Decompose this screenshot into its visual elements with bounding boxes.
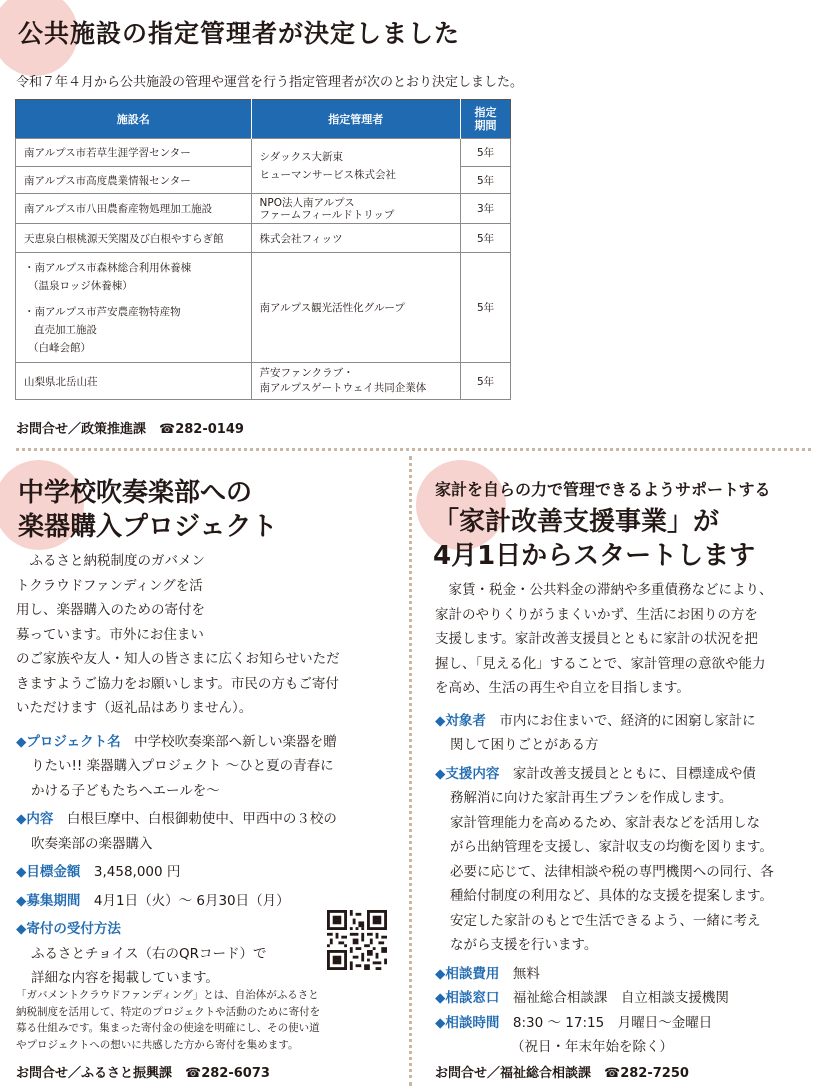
table-header <box>16 100 511 139</box>
header-manager: 指定管理者 <box>251 100 461 139</box>
fee-label: ◆相談費用 <box>435 965 500 982</box>
table-row <box>16 363 511 400</box>
divider-vertical <box>409 456 412 1086</box>
manager-cell: 株式会社フィッツ <box>251 224 461 253</box>
term-cell: 5年 <box>461 363 511 400</box>
term-cell: 5年 <box>461 253 511 363</box>
facility-cell: ・南アルプス市森林総合利用休養棟 （温泉ロッジ休養棟） ・南アルプス市芦安農産物特産物 直売加工施設 （白峰会館） <box>16 253 252 363</box>
header-facility: 施設名 <box>16 100 252 139</box>
term-cell: 3年 <box>461 194 511 224</box>
window-label: ◆相談窓口 <box>435 990 500 1006</box>
project-label: ◆プロジェクト名 <box>16 733 121 750</box>
content-label: ◆内容 <box>16 811 54 827</box>
manager-cell: 芦安ファンクラブ・ 南アルプスゲートウェイ共同企業体 <box>251 363 461 400</box>
table-row <box>16 253 511 363</box>
facility-cell: 南アルプス市高度農業情報センター <box>16 167 252 194</box>
facility-cell: 山梨県北岳山荘 <box>16 363 252 400</box>
left-title: 中学校吹奏楽部への 楽器購入プロジェクト <box>18 478 278 542</box>
hours-label: ◆相談時間 <box>435 1014 500 1031</box>
facility-cell: 南アルプス市八田農畜産物処理加工施設 <box>16 194 252 224</box>
term-cell: 5年 <box>461 139 511 167</box>
manager-table <box>15 99 511 400</box>
goal-label: ◆目標金額 <box>16 864 81 880</box>
table-row <box>16 139 511 167</box>
gcf-note: 「ガバメントクラウドファンディング」とは、自治体がふるさと 納税制度を活用して、特定のプロジェクトや活動のために寄付を 募る仕組みです。集まった寄付金の使途を明確にし、その使い道 やプロジェクトへの想いに共感した方から寄付を集めます。 <box>16 989 321 1051</box>
inquiry-policy: お問合せ／政策推進課 ☎282-0149 <box>16 422 244 437</box>
divider-horizontal <box>16 448 811 451</box>
inquiry-furusato: お問合せ／ふるさと振興課 ☎282-6073 <box>16 1066 270 1081</box>
lead-text: 令和７年４月から公共施設の管理や運営を行う指定管理者が次のとおり決定しました。 <box>16 75 524 90</box>
manager-cell: NPO法人南アルプス ファームフィールドトリップ <box>251 194 461 224</box>
target-label: ◆対象者 <box>435 712 486 729</box>
manager-cell: 南アルプス観光活性化グループ <box>251 253 461 363</box>
page-title: 公共施設の指定管理者が決定しました <box>18 19 461 48</box>
manager-cell: シダックス大新東 ヒューマンサービス株式会社 <box>251 139 461 194</box>
facility-cell: 天恵泉白根桃源天笑閣及び白根やすらぎ館 <box>16 224 252 253</box>
right-body: 家賃・税金・公共料金の滞納や多重債務などにより、 家計のやりくりがうまくいかず、生活にお困りの方を 支援します。家計改善支援員とともに家計の状況を把 握し、「見える化」することで、家計管理の意欲や能力 を高め、生活の再生や自立を目指します。 ◆対象者 市内にお住まいで、経済的に困窮し家計に 関して困りごとがある方 ◆支援内容 家計改善支援員とともに、目標達成や債 務解消に向けた家計再生プランを作成します。 家計管理能力を高めるため、家計表などを活用しな がら出納管理を支援し、家計収支の均衡を図ります。 必要に応じて、法律相談や税の専門機関への同行、各 種給付制度の利用など、具体的な支援を提案します。 安定した家計のもとで生活できるよう、一緒に考え ながら支援を行います。 ◆相談費用 無料 ◆相談窓口 福祉総合相談課 自立相談支援機関 ◆相談時間 8:30 ～ 17:15 月曜日～金曜日 （祝日・年末年始を除く） <box>435 582 774 1055</box>
term-cell: 5年 <box>461 224 511 253</box>
table-row <box>16 194 511 224</box>
header-term: 指定 期間 <box>461 100 511 139</box>
facility-cell: 南アルプス市若草生涯学習センター <box>16 139 252 167</box>
qr-code-icon[interactable] <box>327 910 387 970</box>
right-title: 「家計改善支援事業」が 4月1日からスタートします <box>433 507 756 571</box>
right-subtitle: 家計を自らの力で管理できるようサポートする <box>435 480 771 499</box>
support-label: ◆支援内容 <box>435 765 500 782</box>
inquiry-welfare: お問合せ／福祉総合相談課 ☎282-7250 <box>435 1066 689 1081</box>
table-row <box>16 224 511 253</box>
term-cell: 5年 <box>461 167 511 194</box>
period-label: ◆募集期間 <box>16 892 81 909</box>
left-body: ふるさと納税制度のガバメン トクラウドファンディングを活 用し、楽器購入のための寄付を 募っています。市外にお住まい のご家族や友人・知人の皆さまに広くお知らせいただ きますようご協力をお願いします。市民の方もご寄付 いただけます（返礼品はありません）。 ◆プロジェクト名 中学校吹奏楽部へ新しい楽器を贈 りたい!! 楽器購入プロジェクト ～ひと夏の青春に かける子どもたちへエールを～ ◆内容 白根巨摩中、白根御勅使中、甲西中の３校の 吹奏楽部の楽器購入 ◆目標金額 3,458,000 円 ◆募集期間 4月1日（火）～ 6月30日（月） ◆寄付の受付方法 ふるさとチョイス（右のQRコード）で 詳細な内容を掲載しています。 <box>16 549 396 991</box>
method-label: ◆寄付の受付方法 <box>16 921 121 937</box>
